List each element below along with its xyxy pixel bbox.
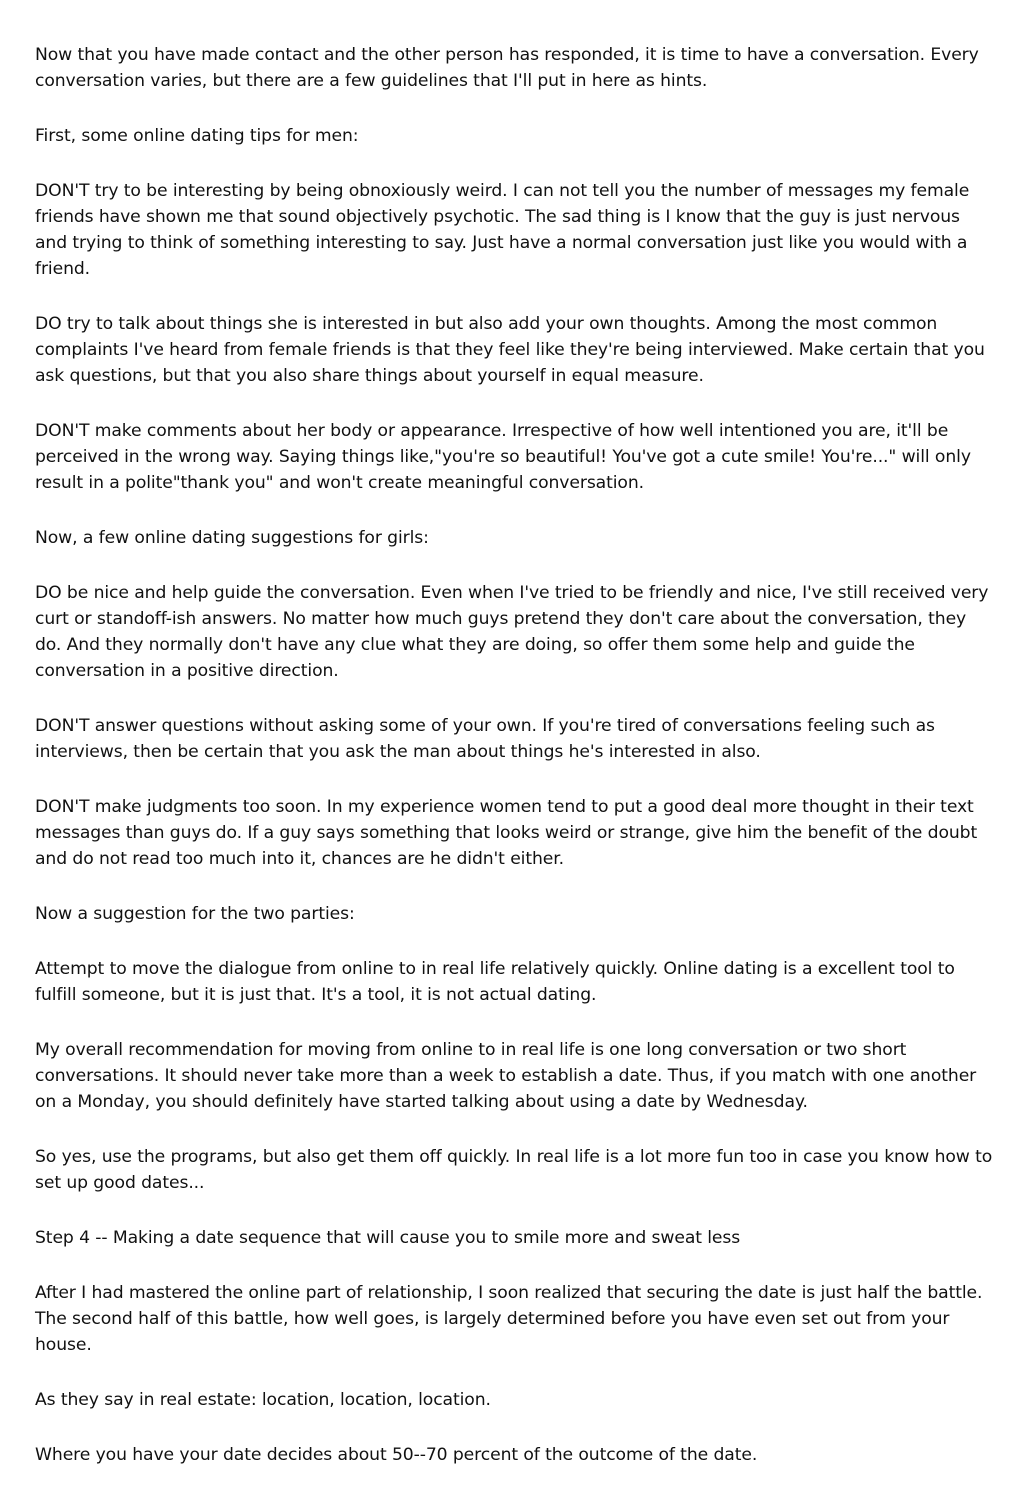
paragraph-girls-tip-3: DON'T make judgments too soon. In my experience women tend to put a good deal more thought in their text messages than guys do. If a guy says something that looks weird or strange, give him the benefit of the doubt and do not read too much into it, chances are he didn't either.	[35, 797, 978, 869]
paragraph-both-tip-1: Attempt to move the dialogue from online to in real life relatively quickly. Online dating is a excellent tool to fulfill someone, but it is just that. It's a tool, it is not actual dating.	[35, 959, 955, 1005]
paragraph-outcome: Where you have your date decides about 50--70 percent of the outcome of the date.	[35, 1445, 758, 1465]
paragraph-girls-tip-2: DON'T answer questions without asking some of your own. If you're tired of conversations feeling such as interviews, then be certain that you ask the man about things he's interested in also.	[35, 716, 935, 762]
paragraph-use-programs: So yes, use the programs, but also get them off quickly. In real life is a lot more fun too in case you know how to set up good dates...	[35, 1147, 993, 1193]
paragraph-men-tip-1: DON'T try to be interesting by being obnoxiously weird. I can not tell you the number of messages my female friends have shown me that sound objectively psychotic. The sad thing is I know that the guy is just nervous and trying to think of something interesting to say. Just have a normal conversation just like you would with a friend.	[35, 181, 970, 279]
paragraph-men-tip-3: DON'T make comments about her body or appearance. Irrespective of how well intentioned you are, it'll be perceived in the wrong way. Saying things like,"you're so beautiful! You've got a cute smile! You're..." will only result in a polite"thank you" and won't create meaningful conversation.	[35, 421, 971, 493]
paragraph-half-the-battle: After I had mastered the online part of relationship, I soon realized that securing the date is just half the battle. The second half of this battle, how well goes, is largely determined before you have even set out from your house.	[35, 1283, 983, 1355]
document-body	[35, 42, 995, 1497]
paragraph-men-tip-2: DO try to talk about things she is interested in but also add your own thoughts. Among the most common complaints I've heard from female friends is that they feel like they're being interviewed. Make certain that you ask questions, but that you also share things about yourself in equal measure.	[35, 314, 985, 386]
paragraph-both-parties-heading: Now a suggestion for the two parties:	[35, 904, 355, 924]
paragraph-location: As they say in real estate: location, location, location.	[35, 1390, 491, 1410]
paragraph-step-4-heading: Step 4 -- Making a date sequence that will cause you to smile more and sweat less	[35, 1228, 741, 1248]
paragraph-intro: Now that you have made contact and the other person has responded, it is time to have a conversation. Every conversation varies, but there are a few guidelines that I'll put in here as hints.	[35, 45, 979, 91]
paragraph-recommendation: My overall recommendation for moving from online to in real life is one long conversation or two short conversations. It should never take more than a week to establish a date. Thus, if you match with one another on a Monday, you should definitely have started talking about using a date by Wednesday.	[35, 1040, 977, 1112]
paragraph-girls-tip-1: DO be nice and help guide the conversation. Even when I've tried to be friendly and nice, I've still received very curt or standoff-ish answers. No matter how much guys pretend they don't care about the conversation, they do. And they normally don't have any clue what they are doing, so offer them some help and guide the conversation in a positive direction.	[35, 583, 989, 681]
paragraph-tips-for-girls-heading: Now, a few online dating suggestions for girls:	[35, 528, 429, 548]
paragraph-tips-for-men-heading: First, some online dating tips for men:	[35, 126, 359, 146]
